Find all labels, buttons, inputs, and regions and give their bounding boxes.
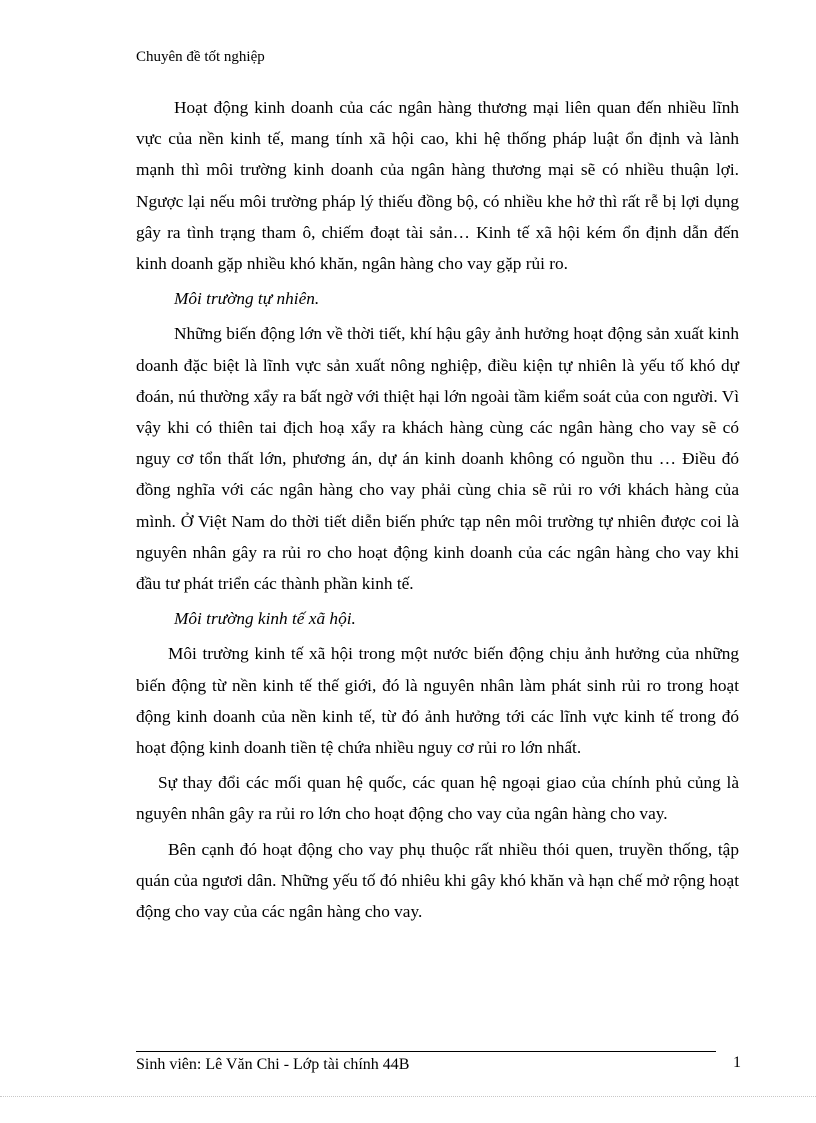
paragraph-socio-economic: Môi trường kinh tế xã hội trong một nước biến động chịu ảnh hưởng của những biến động từ nền kinh tế thế giới, đó là nguyên nhân làm phát sinh rủi ro trong hoạt động kinh doanh của nền kinh tế, từ đó ảnh hưởng tới các lĩnh vực kinh tế trong đó hoạt động kinh doanh tiền tệ chứa nhiều nguy cơ rủi ro lớn nhất.: [136, 644, 739, 758]
heading-socio-economic-environment: Môi trường kinh tế xã hội.: [174, 609, 356, 629]
footer-divider: [136, 1051, 716, 1052]
page-number: 1: [733, 1054, 741, 1071]
paragraph-customs-habits: Bên cạnh đó hoạt động cho vay phụ thuộc rất nhiều thói quen, truyền thống, tập quán của ngươi dân. Những yếu tố đó nhiêu khi gây khó khăn và hạn chế mở rộng hoạt động cho vay của các ngân hàng cho vay.: [136, 839, 739, 922]
paragraph-natural-environment: Những biến động lớn về thời tiết, khí hậu gây ảnh hưởng hoạt động sản xuất kinh doanh đặc biệt là lĩnh vực sản xuất nông nghiệp, điều kiện tự nhiên là yếu tố khó dự đoán, nú thường xẩy ra bất ngờ với thiệt hại lớn ngoài tầm kiểm soát của con người. Vì vậy khi có thiên tai địch hoạ xẩy ra khách hàng cùng các ngân hàng cho vay sẽ có nguy cơ tổn thất lớn, phương án, dự án kinh doanh không có nguồn thu … Điều đó đồng nghĩa với các ngân hàng cho vay phải cùng chia sẽ rủi ro với khách hàng của mình. Ở Việt Nam do thời tiết diễn biến phức tạp nên môi trường tự nhiên được coi là nguyên nhân gây ra rủi ro cho hoạt động kinh doanh của các ngân hàng cho vay khi đầu tư phát triển các thành phần kinh tế.: [136, 324, 739, 594]
paragraph-legal-environment: Hoạt động kinh doanh của các ngân hàng thương mại liên quan đến nhiều lĩnh vực của nền kinh tế, mang tính xã hội cao, khi hệ thống pháp luật ổn định và lành mạnh thì môi trường kinh doanh của ngân hàng thương mại sẽ có nhiều thuận lợi. Ngược lại nếu môi trường pháp lý thiếu đồng bộ, có nhiều khe hở thì rất rễ bị lợi dụng gây ra tình trạng tham ô, chiếm đoạt tài sản… Kinh tế xã hội kém ổn định dẫn đến kinh doanh gặp nhiều khó khăn, ngân hàng cho vay gặp rủi ro.: [136, 98, 739, 274]
heading-natural-environment: Môi trường tự nhiên.: [174, 289, 320, 309]
paragraph-foreign-relations: Sự thay đổi các mối quan hệ quốc, các quan hệ ngoại giao của chính phủ củng là nguyên nhân gây ra rủi ro lớn cho hoạt động cho vay của ngân hàng cho vay.: [136, 773, 739, 824]
body-text: [136, 92, 739, 931]
footer-author: Sinh viên: Lê Văn Chi - Lớp tài chính 44B: [136, 1056, 410, 1073]
running-header: Chuyên đề tốt nghiệp: [136, 49, 265, 65]
page-boundary: [0, 1096, 816, 1097]
